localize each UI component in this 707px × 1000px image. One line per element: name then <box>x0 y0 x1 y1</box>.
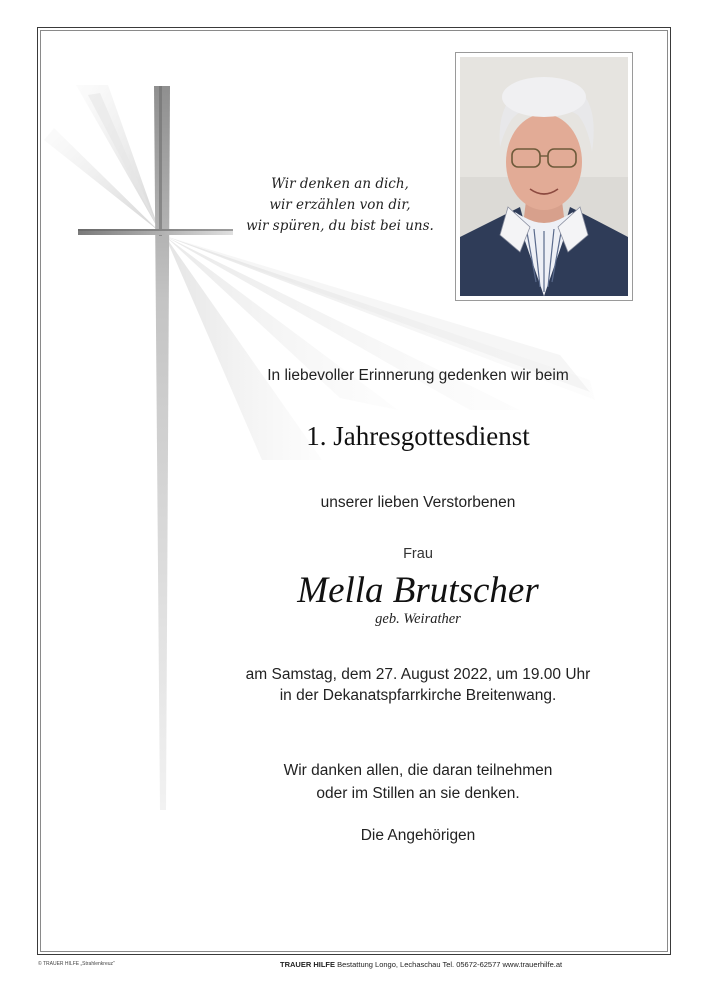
salutation: Frau <box>403 546 433 562</box>
cross-ray <box>44 128 160 232</box>
date-line: am Samstag, dem 27. August 2022, um 19.00 Uhr <box>245 666 591 683</box>
thanks-line: Wir danken allen, die daran teilnehmen <box>283 762 553 779</box>
footer-contact-text: Bestattung Longo, Lechaschau Tel. 05672-62577 www.trauerhilfe.at <box>337 960 563 969</box>
thanks-text <box>180 759 656 805</box>
subtitle-text: unserer lieben Verstorbenen <box>320 494 516 511</box>
cross-ray <box>76 85 160 232</box>
thanks-line: oder im Stillen an sie denken. <box>316 785 520 802</box>
footer-brand: TRAUER HILFE <box>280 960 335 969</box>
service-details <box>180 664 656 706</box>
service-title: 1. Jahresgottesdienst <box>306 421 530 451</box>
copyright-note: © TRAUER HILFE „Strahlenkreuz“ <box>38 961 115 967</box>
place-line: in der Dekanatspfarrkirche Breitenwang. <box>279 687 557 704</box>
birth-name: geb. Weirather <box>375 611 461 627</box>
cross-ray <box>88 93 160 232</box>
footer-contact <box>280 960 562 969</box>
intro-text: In liebevoller Erinnerung gedenken wir beim <box>267 367 569 384</box>
portrait-photo <box>460 57 628 296</box>
signature: Die Angehörigen <box>360 827 476 844</box>
deceased-name: Mella Brutscher <box>297 570 539 611</box>
quote-line: Wir denken an dich, <box>271 176 409 192</box>
portrait-photo-frame <box>455 52 633 301</box>
quote-line: wir spüren, du bist bei uns. <box>246 218 434 234</box>
quote-line: wir erzählen von dir, <box>269 197 411 213</box>
memorial-quote <box>240 174 440 237</box>
